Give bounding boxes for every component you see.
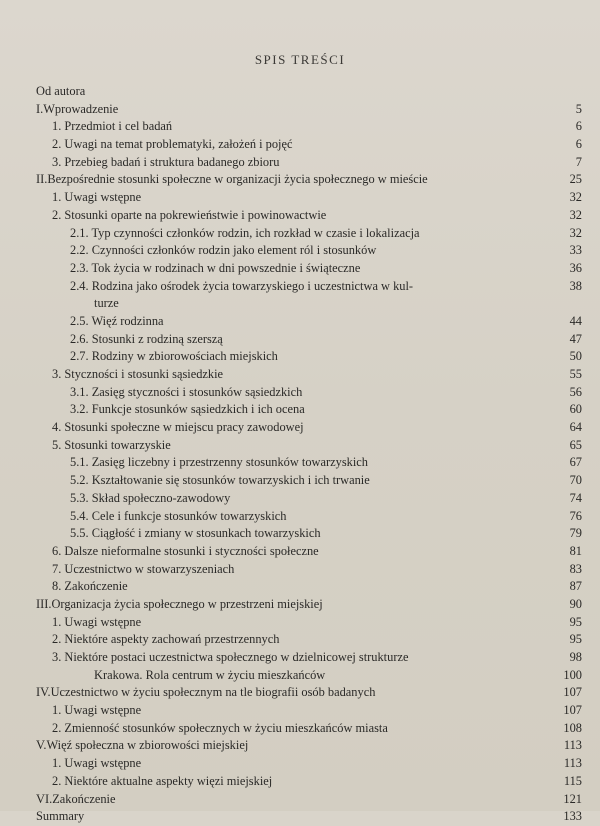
toc-entry-title: Summary: [36, 809, 85, 824]
toc-entry-title: Cele i funkcje stosunków towarzyskich: [91, 508, 287, 523]
toc-entry-number: 5.: [52, 437, 65, 452]
toc-entry-page: 121: [563, 791, 582, 806]
toc-entry: [36, 508, 582, 526]
toc-entry: [36, 242, 582, 260]
toc-entry-title: Niektóre aspekty zachowań przestrzennych: [64, 632, 280, 647]
toc-entry: [36, 561, 582, 579]
toc-entry-title: Wprowadzenie: [43, 101, 119, 116]
toc-entry-page: 36: [569, 260, 582, 275]
toc-entry: [36, 171, 582, 189]
toc-entry-number: 3.: [52, 367, 65, 381]
toc-entry-title: Zasięg liczebny i przestrzenny stosunków towarzyskich: [91, 455, 368, 470]
toc-entry-number: 2.1.: [70, 225, 92, 240]
toc-entry: [36, 154, 582, 172]
toc-entry-number: 2.: [52, 632, 65, 647]
toc-entry: [36, 614, 582, 632]
toc-entry: [36, 720, 582, 738]
toc-entry-number: 2.: [52, 207, 65, 222]
toc-entry-title: Stosunki z rodziną szerszą: [91, 331, 223, 346]
toc-entry: [36, 773, 582, 791]
toc-entry: [36, 83, 582, 101]
toc-entry-page: 38: [569, 278, 582, 293]
toc-entry-title: Przedmiot i cel badań: [64, 119, 173, 134]
toc-entry-number: 2.4.: [70, 278, 92, 293]
toc-entry-title: Uwagi na temat problematyki, założeń i pojęć: [64, 137, 293, 152]
toc-entry-page: 47: [569, 331, 582, 346]
toc-entry-number: 1.: [52, 703, 65, 718]
toc-entry-title: Dalsze nieformalne stosunki i styczności społeczne: [64, 543, 319, 558]
toc-entry-number: III.: [36, 596, 52, 611]
toc-entry: [36, 331, 582, 349]
toc-entry: [36, 578, 582, 596]
toc-entry: [36, 419, 582, 437]
toc-entry-page: 74: [569, 490, 582, 505]
page-title: SPIS TREŚCI: [254, 52, 346, 67]
toc-entry-number: 2.2.: [70, 243, 92, 258]
toc-entry-page: 95: [569, 614, 582, 629]
toc-entry-number: I.: [36, 101, 44, 116]
toc-entry-title: turze: [94, 296, 119, 311]
toc-entry-page: 76: [569, 508, 582, 523]
toc-entry-page: 98: [569, 650, 582, 664]
toc-entry-number: V.: [36, 738, 47, 753]
toc-entry-page: 33: [569, 243, 582, 258]
toc-entry-title: Krakowa. Rola centrum w życiu mieszkańców: [94, 667, 326, 682]
toc-entry-title: Kształtowanie się stosunków towarzyskich i ich trwanie: [91, 473, 370, 488]
toc-entry: [36, 366, 582, 384]
toc-entry-page: 25: [569, 172, 582, 187]
toc-entry-title: Uwagi wstępne: [64, 756, 142, 771]
table-of-contents: [36, 83, 582, 826]
toc-entry-title: Rodzina jako ośrodek życia towarzyskiego i uczestnictwa w kul-: [91, 278, 414, 293]
toc-entry-page: 32: [569, 225, 582, 240]
toc-entry: [36, 401, 582, 419]
toc-entry-page: 79: [569, 526, 582, 541]
toc-entry-page: 6: [575, 137, 582, 152]
toc-entry-page: 115: [563, 773, 582, 788]
toc-entry-number: 8.: [52, 579, 65, 594]
toc-entry-title: Tok życia w rodzinach w dni powszednie i świąteczne: [91, 260, 361, 275]
toc-entry-title: Stosunki towarzyskie: [64, 437, 171, 452]
toc-entry-number: 2.5.: [70, 313, 92, 328]
toc-entry-number: 3.2.: [70, 402, 92, 417]
toc-entry-page: 87: [569, 579, 582, 594]
toc-entry-page: 70: [569, 473, 582, 488]
toc-entry-number: 7.: [52, 561, 65, 576]
toc-entry-number: 2.3.: [70, 260, 92, 275]
toc-entry-page: 50: [569, 349, 582, 364]
toc-entry-number: 5.4.: [70, 508, 92, 523]
toc-entry-page: 60: [569, 402, 582, 417]
toc-entry-page: 5: [575, 101, 582, 116]
toc-entry-page: 56: [569, 384, 582, 399]
toc-entry-title: Zakończenie: [64, 579, 128, 594]
toc-entry: [36, 348, 582, 366]
toc-entry-page: 95: [569, 632, 582, 647]
toc-entry: [36, 278, 582, 296]
toc-entry-title: Stosunki oparte na pokrewieństwie i powinowactwie: [64, 207, 327, 222]
toc-entry: [36, 295, 582, 313]
toc-entry-number: 3.: [52, 650, 65, 664]
toc-entry-page: 83: [569, 561, 582, 576]
toc-entry-title: Zmienność stosunków społecznych w życiu mieszkańców miasta: [64, 720, 388, 735]
toc-entry: [36, 384, 582, 402]
toc-entry: [36, 454, 582, 472]
toc-entry: [36, 684, 582, 702]
toc-entry: [36, 702, 582, 720]
toc-entry-number: 2.6.: [70, 331, 92, 346]
toc-entry-number: 2.: [52, 720, 65, 735]
toc-entry-page: 55: [569, 367, 582, 381]
toc-entry-title: Uwagi wstępne: [64, 703, 142, 718]
toc-entry-page: 133: [563, 809, 582, 824]
toc-entry-number: 3.: [52, 154, 65, 169]
toc-entry-number: 5.3.: [70, 490, 92, 505]
toc-entry-page: 108: [563, 720, 582, 735]
toc-entry: [36, 225, 582, 243]
toc-entry: [36, 543, 582, 561]
toc-entry-page: 113: [563, 756, 582, 771]
toc-entry-title: Uczestnictwo w stowarzyszeniach: [64, 561, 235, 576]
toc-entry-title: Zasięg styczności i stosunków sąsiedzkich: [91, 384, 303, 399]
toc-entry: [36, 490, 582, 508]
toc-entry-title: Więź rodzinna: [91, 313, 164, 328]
toc-entry-number: 1.: [52, 756, 65, 771]
toc-entry-number: 1.: [52, 190, 65, 205]
toc-entry-title: Organizacja życia społecznego w przestrzeni miejskiej: [51, 596, 323, 611]
toc-entry-page: 44: [569, 313, 582, 328]
toc-entry-page: 67: [569, 455, 582, 470]
toc-entry-page: 107: [563, 685, 582, 700]
toc-entry: [36, 313, 582, 331]
toc-entry: [36, 791, 582, 809]
toc-entry-title: Przebieg badań i struktura badanego zbioru: [64, 154, 280, 169]
toc-entry-title: Ciągłość i zmiany w stosunkach towarzyskich: [91, 526, 321, 541]
toc-entry-title: Typ czynności członków rodzin, ich rozkład w czasie i lokalizacja: [91, 225, 420, 240]
toc-entry: [36, 755, 582, 773]
toc-entry-number: 4.: [52, 420, 65, 435]
toc-entry-number: 1.: [52, 119, 65, 134]
toc-entry-page: 64: [569, 420, 582, 435]
toc-entry-number: IV.: [36, 685, 51, 700]
toc-entry-page: 90: [569, 596, 582, 611]
toc-entry-page: 32: [569, 207, 582, 222]
toc-entry-page: 113: [563, 738, 582, 753]
toc-entry-title: Bezpośrednie stosunki społeczne w organizacji życia społecznego w mieście: [47, 172, 428, 187]
toc-entry: [36, 631, 582, 649]
toc-entry-title: Więź społeczna w zbiorowości miejskiej: [46, 738, 249, 753]
toc-entry: [36, 260, 582, 278]
toc-entry-title: Stosunki społeczne w miejscu pracy zawodowej: [64, 420, 304, 435]
toc-entry-number: 6.: [52, 543, 65, 558]
toc-entry: [36, 737, 582, 755]
toc-entry-number: 2.: [52, 773, 65, 788]
toc-entry-number: VI.: [36, 791, 53, 806]
toc-entry: [36, 118, 582, 136]
toc-entry-title: Funkcje stosunków sąsiedzkich i ich ocena: [91, 402, 305, 417]
toc-entry-title: Czynności członków rodzin jako element ról i stosunków: [91, 243, 377, 258]
toc-entry-page: 100: [563, 667, 582, 682]
toc-entry-page: 81: [569, 543, 582, 558]
toc-entry-title: Zakończenie: [52, 791, 116, 806]
toc-entry-title: Rodziny w zbiorowościach miejskich: [91, 349, 278, 364]
toc-entry-title: Skład społeczno-zawodowy: [91, 490, 231, 505]
toc-entry: [36, 437, 582, 455]
toc-entry: [36, 136, 582, 154]
toc-entry: [36, 207, 582, 225]
toc-entry-page: 65: [569, 437, 582, 452]
toc-entry-number: 5.1.: [70, 455, 92, 470]
toc-entry: [36, 649, 582, 667]
toc-entry-page: 7: [575, 154, 582, 169]
toc-entry-number: 1.: [52, 614, 65, 629]
toc-entry-page: 6: [575, 119, 582, 134]
toc-entry-title: Niektóre aktualne aspekty więzi miejskiej: [64, 773, 273, 788]
toc-entry: [36, 472, 582, 490]
toc-entry-title: Uwagi wstępne: [64, 190, 142, 205]
toc-entry: [36, 596, 582, 614]
toc-entry-title: Uczestnictwo w życiu społecznym na tle biografii osób badanych: [50, 685, 376, 700]
toc-entry-number: 5.2.: [70, 473, 92, 488]
toc-entry-number: 3.1.: [70, 384, 92, 399]
toc-entry: [36, 101, 582, 119]
toc-entry-number: 2.: [52, 137, 65, 152]
toc-entry-title: Od autora: [36, 84, 86, 98]
toc-entry-number: 2.7.: [70, 349, 92, 364]
toc-entry: [36, 525, 582, 543]
toc-entry-number: II.: [36, 172, 48, 187]
toc-entry-number: 5.5.: [70, 526, 92, 541]
toc-entry-page: 32: [569, 190, 582, 205]
toc-entry-title: Niektóre postaci uczestnictwa społecznego w dzielnicowej strukturze: [64, 650, 409, 664]
toc-entry: [36, 189, 582, 207]
toc-entry-title: Uwagi wstępne: [64, 614, 142, 629]
toc-entry-page: 107: [563, 703, 582, 718]
toc-entry-title: Styczności i stosunki sąsiedzkie: [64, 367, 224, 381]
toc-entry: [36, 667, 582, 685]
